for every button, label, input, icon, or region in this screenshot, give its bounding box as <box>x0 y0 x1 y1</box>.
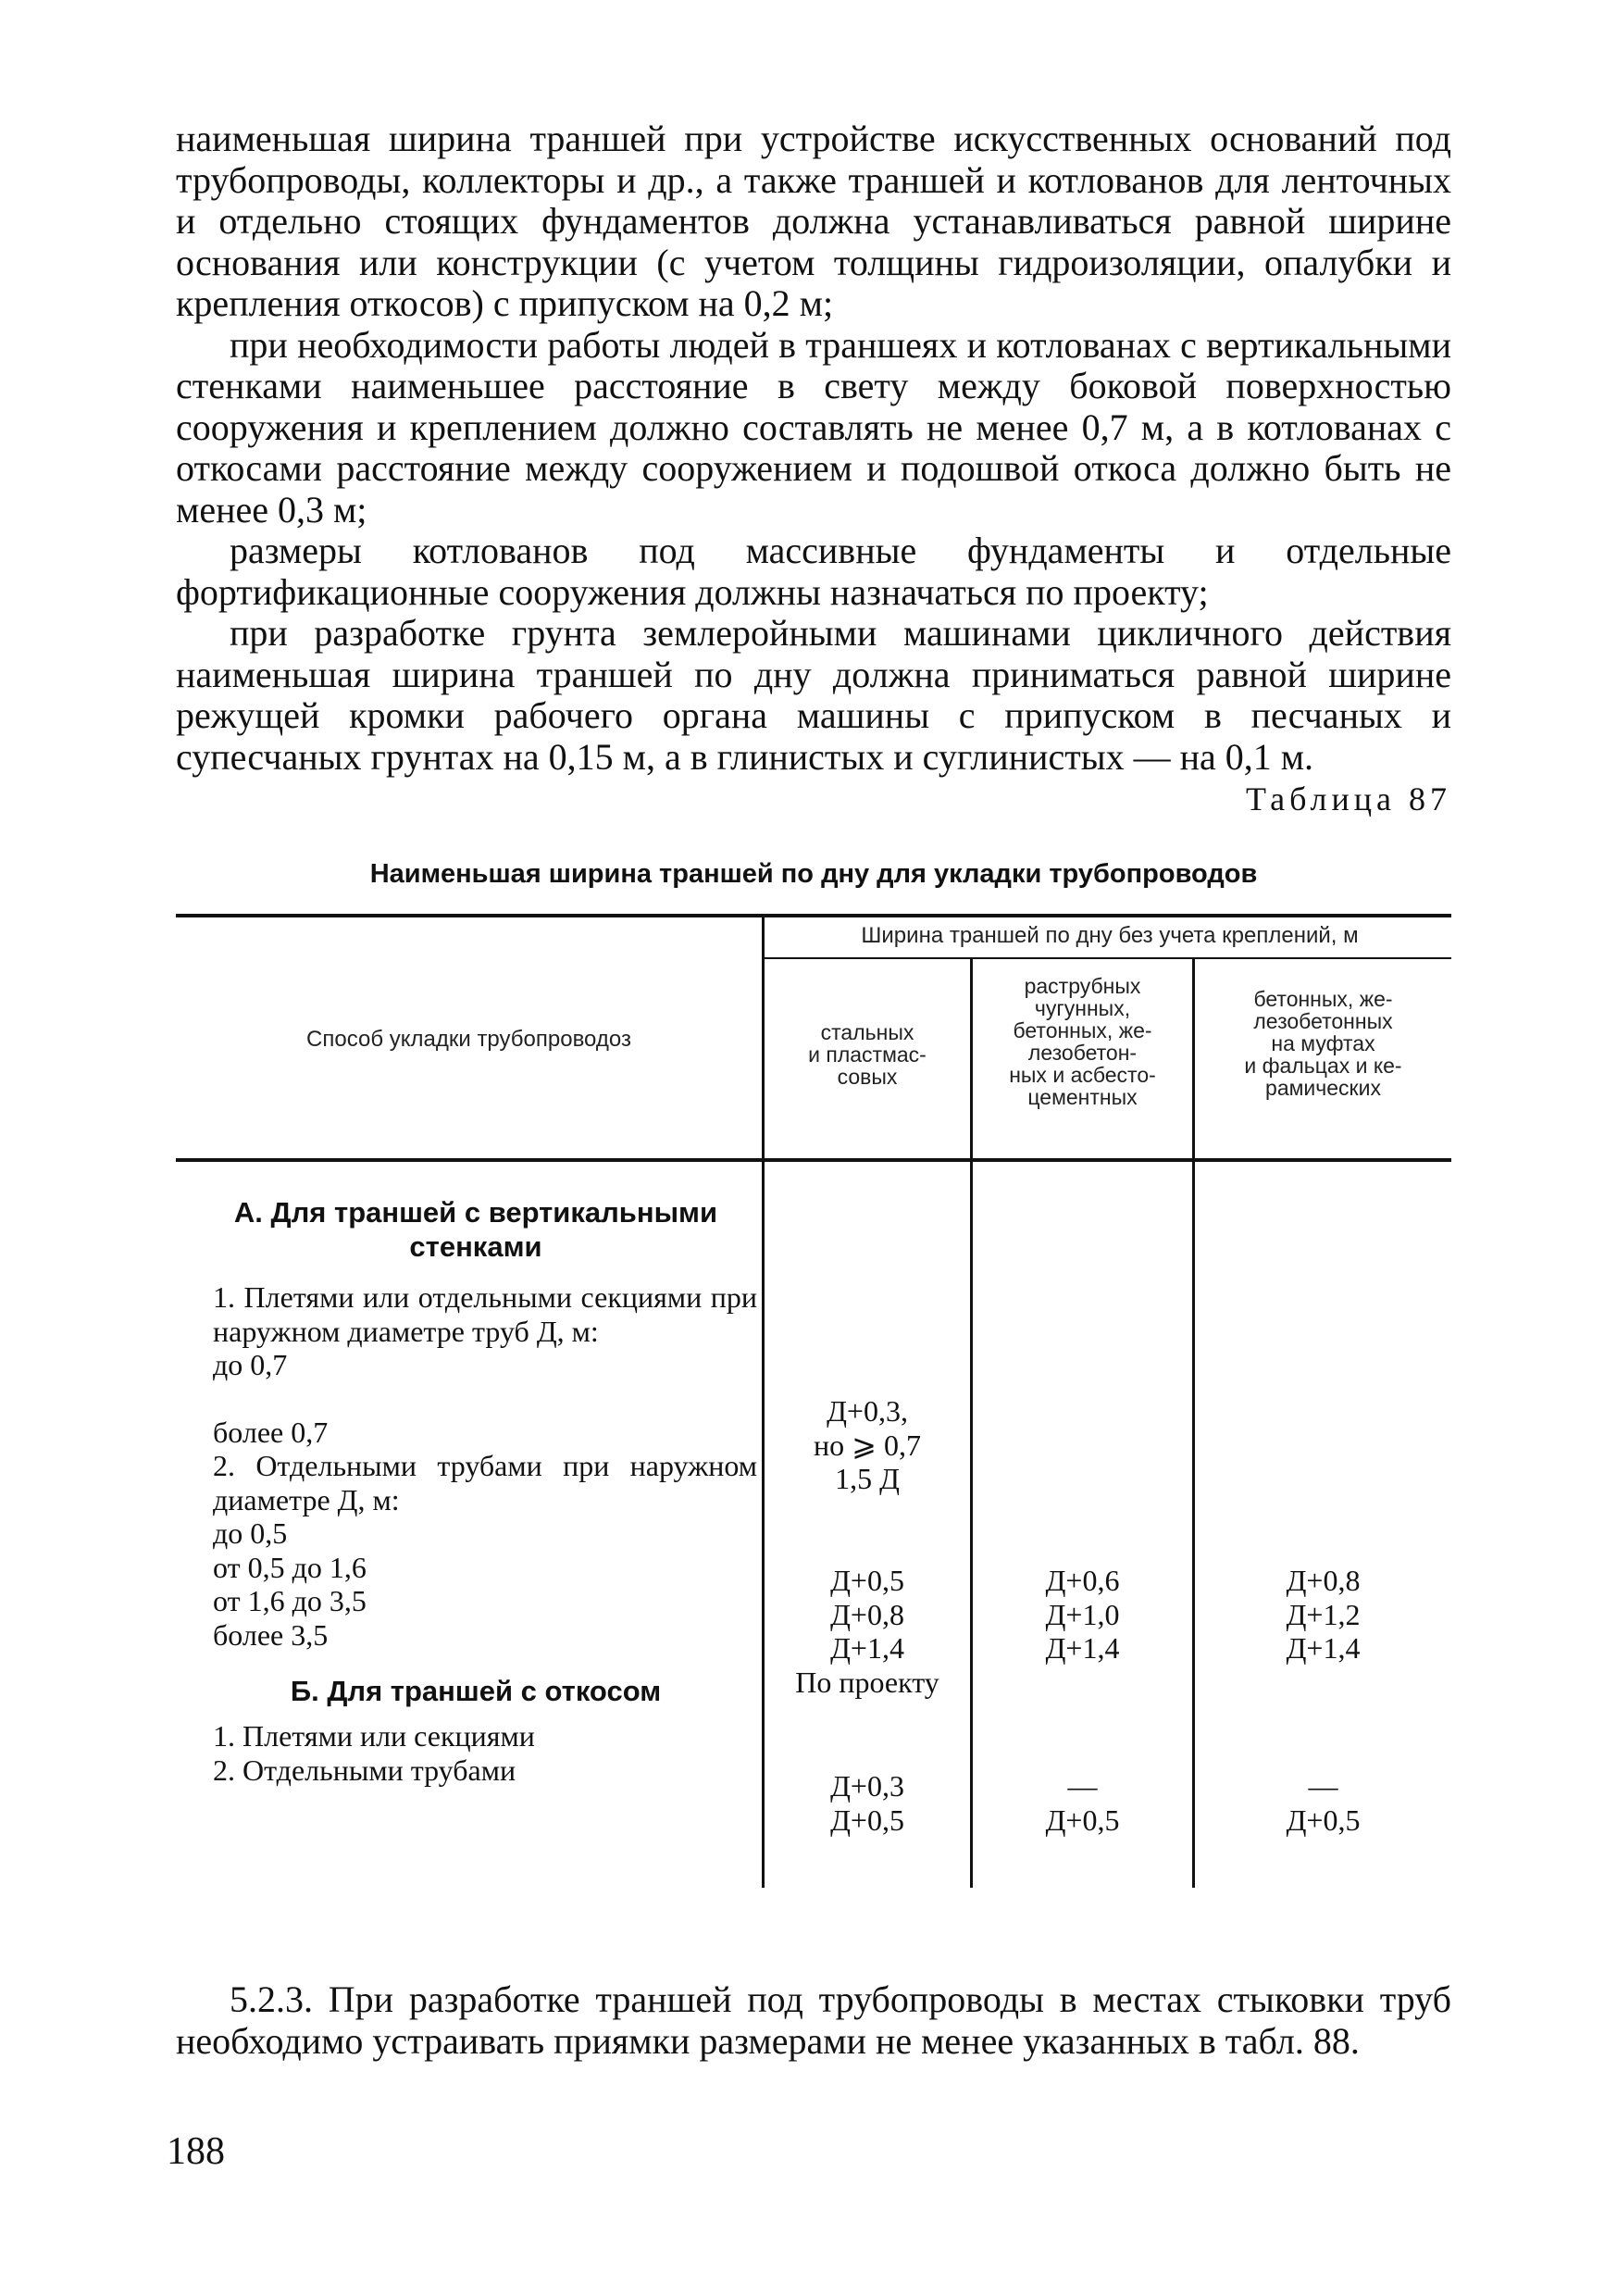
section-b-col1-cell <box>765 1769 970 1837</box>
item-2-col1-line3: Д+1,4 <box>830 1631 904 1665</box>
section-b-col3-line2: Д+0,5 <box>1286 1803 1361 1837</box>
section-b-col2-line2: Д+0,5 <box>1045 1803 1120 1837</box>
table-caption: Таблица 87 <box>1246 780 1451 817</box>
paragraph-4: при разработке грунта землеройными машинами цикличного действия наименьшая ширина траншей по дну должна приниматься равной ширине режущей кромки рабочего органа машины с припуском в песчаных и супесчаных грунтах на 0,15 м, а в глинистых и суглинистых — на 0,1 м. <box>176 612 1451 778</box>
table-87 <box>176 914 1451 1888</box>
section-b-col1-line2: Д+0,5 <box>830 1803 904 1837</box>
item-1-col1-line3: 1,5 Д <box>835 1462 900 1495</box>
section-a-title: А. Для траншей с вертикальными стенками <box>233 1196 718 1263</box>
item-1-row-1: до 0,7 <box>213 1348 288 1381</box>
page-number: 188 <box>167 2130 225 2173</box>
item-2-col3-line3: Д+1,4 <box>1286 1631 1361 1665</box>
page-content <box>176 119 1451 1888</box>
item-2-col1-line4: По проекту <box>795 1665 939 1699</box>
body-text <box>176 119 1451 778</box>
item-2-col2-line1: Д+0,6 <box>1045 1564 1120 1597</box>
section-b-row-2: 2. Отдельными трубами <box>213 1753 516 1787</box>
paragraph-5-2-3: 5.2.3. При разработке траншей под трубопроводы в местах стыковки труб необходимо устраивать приямки размерами не менее указанных в табл. 88. <box>176 1978 1451 2062</box>
section-b-col2-cell <box>973 1769 1192 1837</box>
table-title: Наименьшая ширина траншей по дну для укладки трубопроводов <box>369 859 1258 889</box>
item-1-col1-line1: Д+0,3, <box>827 1394 908 1428</box>
paragraph-1: наименьшая ширина траншей при устройстве искусственных оснований под трубопроводы, коллекторы и др., а также траншей и котлованов для ленточных и отдельно стоящих фундаментов должна устанавливаться равной ширине основания или конструкции (с учетом толщины гидроизоляции, опалубки и крепления откосов) с припуском на 0,2 м; <box>176 118 1451 324</box>
item-2-col2-cell <box>973 1564 1192 1666</box>
table-top-rule <box>176 914 1451 917</box>
section-b-col3-line1: — <box>1308 1769 1338 1803</box>
section-b-row-1: 1. Плетями или секциями <box>213 1719 535 1753</box>
item-1-label: 1. Плетями или отдельными секциями при наружном диаметре труб Д, м: <box>213 1280 757 1348</box>
item-2-col3-line1: Д+0,8 <box>1286 1564 1361 1597</box>
header-method: Способ укладки трубопроводоз <box>306 1027 631 1052</box>
item-2-row-2: от 0,5 до 1,6 <box>213 1550 367 1584</box>
item-2-col1-line1: Д+0,5 <box>830 1564 904 1597</box>
section-b-title: Б. Для траншей с откосом <box>290 1675 662 1707</box>
item-2-col2-line3: Д+1,4 <box>1045 1631 1120 1665</box>
item-2-row-4: более 3,5 <box>213 1617 329 1652</box>
item-1-col1-cell <box>765 1394 970 1496</box>
section-b-col1-line1: Д+0,3 <box>830 1769 904 1803</box>
item-2-col1-cell <box>765 1564 970 1699</box>
header-bottom-rule <box>176 1158 1451 1162</box>
header-concrete-ceramic: бетонных, же- лезобетонных на муфтах и фальцах и ке- рамических <box>1244 987 1402 1100</box>
item-2-col3-line2: Д+1,2 <box>1286 1597 1361 1631</box>
section-b-col3-cell <box>1195 1769 1451 1837</box>
item-1-col1-line2: но ⩾ 0,7 <box>814 1428 921 1462</box>
header-bell-cast: раструбных чугунных, бетонных, же- лезобетон- ных и асбесто- цементных <box>1009 974 1156 1109</box>
paragraph-3: размеры котлованов под массивные фундаменты и отдельные фортификационные сооружения должны назначаться по проекту; <box>176 530 1451 613</box>
item-2-col3-cell <box>1195 1564 1451 1666</box>
paragraph-2: при необходимости работы людей в траншеях и котлованах с вертикальными стенками наименьшее расстояние в свету между боковой поверхностью сооружения и креплением должно составлять не менее 0,7 м, а в котлованах с откосами расстояние между сооружением и подошвой откоса должно быть не менее 0,3 м; <box>176 323 1451 530</box>
header-width-group: Ширина траншей по дну без учета креплений, м <box>861 923 1359 948</box>
item-2-col1-line2: Д+0,8 <box>830 1597 904 1631</box>
header-steel-plastic: стальных и пластмас- совых <box>808 1020 927 1089</box>
item-2-col2-line2: Д+1,0 <box>1045 1597 1120 1631</box>
item-2-label: 2. Отдельными трубами при наружном диаметре Д, м: <box>213 1449 757 1516</box>
item-2-row-3: от 1,6 до 3,5 <box>213 1584 367 1617</box>
item-1-row-2: более 0,7 <box>213 1415 329 1449</box>
item-2-row-1: до 0,5 <box>213 1516 288 1550</box>
after-table-text <box>176 1979 1451 2062</box>
header-group-rule <box>765 957 1451 959</box>
section-a-text <box>194 1195 757 1787</box>
section-b-col2-line1: — <box>1067 1769 1098 1803</box>
